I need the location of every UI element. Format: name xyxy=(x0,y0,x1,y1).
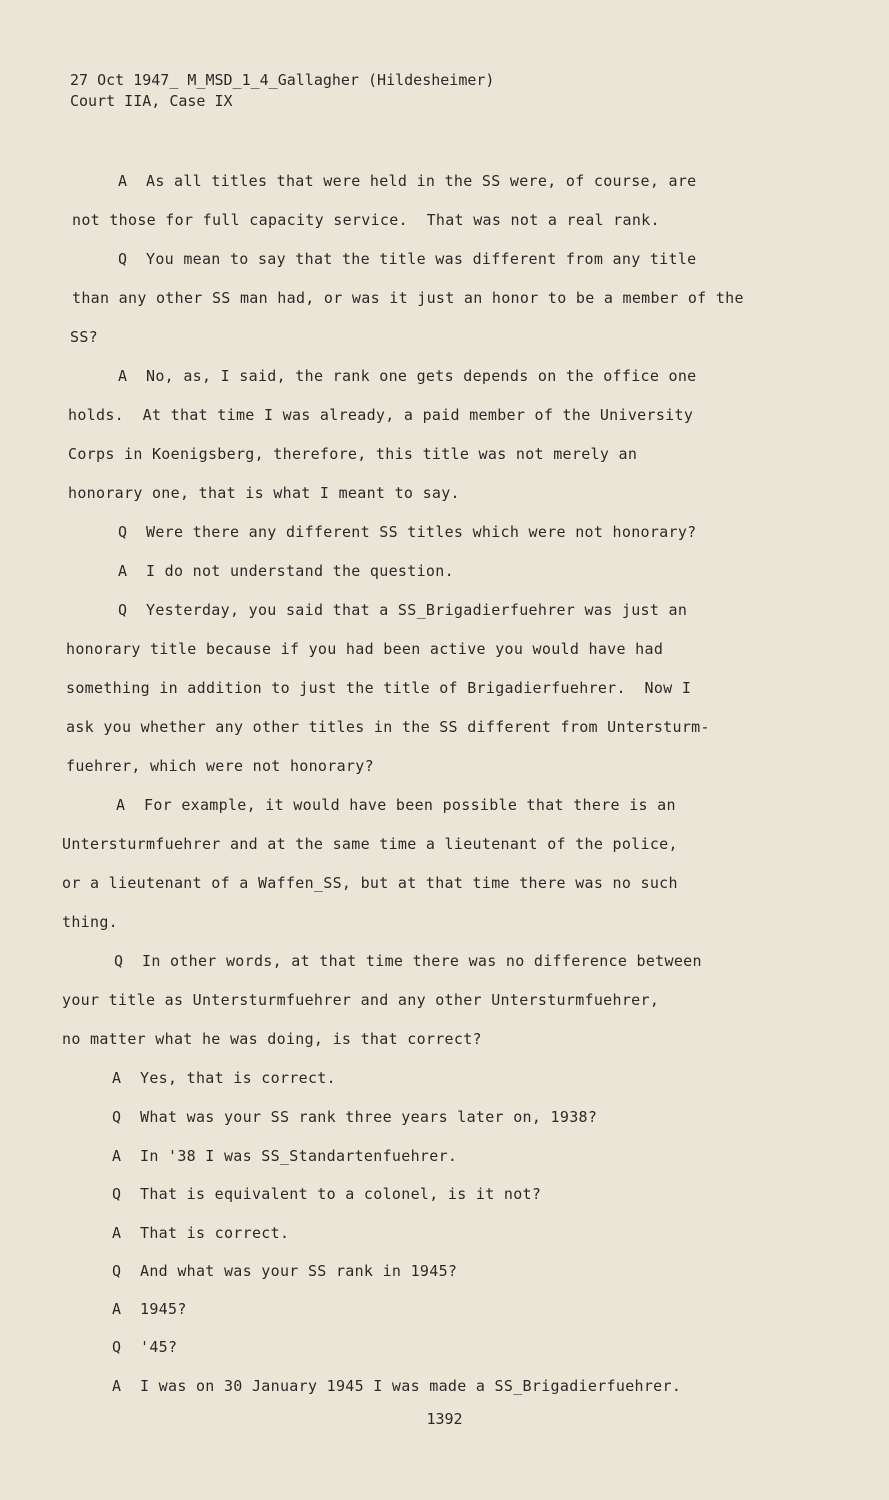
transcript-line: Q Yesterday, you said that a SS_Brigadierfuehrer was just an xyxy=(118,601,688,619)
transcript-line: than any other SS man had, or was it just an honor to be a member of the xyxy=(72,289,744,307)
transcript-line: Q '45? xyxy=(112,1338,178,1356)
transcript-line: thing. xyxy=(62,913,118,931)
transcript-line: Q What was your SS rank three years later on, 1938? xyxy=(112,1108,598,1126)
transcript-line: A I do not understand the question. xyxy=(118,562,454,580)
transcript-line: honorary one, that is what I meant to say. xyxy=(68,484,460,502)
transcript-line: A 1945? xyxy=(112,1300,187,1318)
transcript-line: SS? xyxy=(70,328,98,346)
transcript-line: A I was on 30 January 1945 I was made a SS_Brigadierfuehrer. xyxy=(112,1377,682,1395)
transcript-line: Untersturmfuehrer and at the same time a lieutenant of the police, xyxy=(62,835,678,853)
transcript-line: A As all titles that were held in the SS were, of course, are xyxy=(118,172,697,190)
transcript-line: Q In other words, at that time there was no difference between xyxy=(114,952,702,970)
transcript-line: Q You mean to say that the title was different from any title xyxy=(118,250,697,268)
transcript-line: ask you whether any other titles in the SS different from Untersturm- xyxy=(66,718,710,736)
transcript-line: A For example, it would have been possible that there is an xyxy=(116,796,676,814)
transcript-line: honorary title because if you had been active you would have had xyxy=(66,640,664,658)
transcript-line: A No, as, I said, the rank one gets depends on the office one xyxy=(118,367,697,385)
transcript-line: Corps in Koenigsberg, therefore, this title was not merely an xyxy=(68,445,638,463)
transcript-line: A In '38 I was SS_Standartenfuehrer. xyxy=(112,1147,458,1165)
document-header xyxy=(70,70,494,112)
transcript-line: A That is correct. xyxy=(112,1224,290,1242)
transcript-line: holds. At that time I was already, a paid member of the University xyxy=(68,406,694,424)
transcript-line: Q And what was your SS rank in 1945? xyxy=(112,1262,458,1280)
transcript-line: something in addition to just the title of Brigadierfuehrer. Now I xyxy=(66,679,692,697)
transcript-line: Q Were there any different SS titles which were not honorary? xyxy=(118,523,697,541)
page-number: 1392 xyxy=(426,1410,463,1428)
transcript-line: your title as Untersturmfuehrer and any other Untersturmfuehrer, xyxy=(62,991,660,1009)
header-date-line: 27 Oct 1947_ M_MSD_1_4_Gallagher (Hildesheimer) xyxy=(70,71,495,89)
transcript-line: A Yes, that is correct. xyxy=(112,1069,336,1087)
transcript-line: fuehrer, which were not honorary? xyxy=(66,757,374,775)
transcript-line: or a lieutenant of a Waffen_SS, but at that time there was no such xyxy=(62,874,678,892)
transcript-line: no matter what he was doing, is that correct? xyxy=(62,1030,482,1048)
transcript-line: not those for full capacity service. That was not a real rank. xyxy=(72,211,660,229)
transcript-line: Q That is equivalent to a colonel, is it not? xyxy=(112,1185,542,1203)
header-court-line: Court IIA, Case IX xyxy=(70,92,233,110)
